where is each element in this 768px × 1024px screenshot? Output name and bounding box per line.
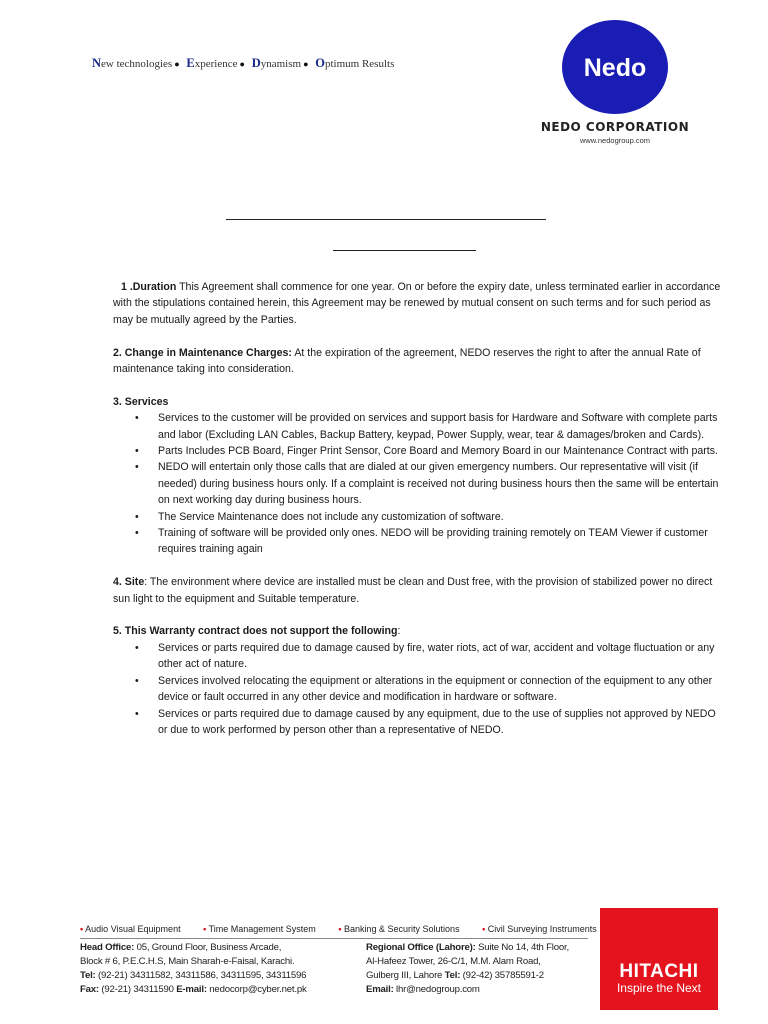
- list-item-text: NEDO will entertain only those calls that are dialed at our given emergency numbers. Our representative will visit (if needed) during business hours only. If a complaint is received not during business hours then the same will be entertain on next working day during business hours.: [158, 461, 719, 507]
- warranty-list: [113, 640, 725, 738]
- tagline-word: ynamism: [260, 58, 302, 70]
- tagline-word: ew technologies: [101, 58, 173, 70]
- address-label: Fax:: [80, 984, 99, 995]
- footer-divider: [80, 938, 588, 939]
- address-text: Gulberg III, Lahore: [366, 970, 445, 981]
- address-line: [366, 969, 569, 983]
- section-site: [113, 574, 725, 607]
- product-label: Audio Visual Equipment: [85, 924, 181, 934]
- bullet-icon: •: [135, 674, 139, 687]
- address-label: E-mail:: [176, 984, 207, 995]
- red-bullet-icon: •: [80, 924, 84, 934]
- tagline-dot: ●: [239, 59, 245, 69]
- tagline-word: xperience: [194, 58, 238, 70]
- red-bullet-icon: •: [482, 924, 486, 934]
- regional-office-address: [366, 941, 569, 997]
- product-label: Banking & Security Solutions: [344, 924, 460, 934]
- address-text: (92-21) 34311590: [98, 984, 177, 995]
- list-item-text: Training of software will be provided only ones. NEDO will be providing training remotely on TEAM Viewer if customer requires training again: [158, 527, 708, 556]
- section-title: 1 .Duration: [121, 281, 177, 293]
- corporation-name: NEDO CORPORATION: [540, 120, 690, 134]
- tagline-cap: O: [315, 56, 325, 70]
- address-line: [80, 983, 307, 997]
- tagline: [92, 56, 394, 71]
- tagline-dot: ●: [174, 59, 180, 69]
- address-label: Tel:: [444, 970, 461, 981]
- address-line: [366, 941, 569, 955]
- tagline-cap: N: [92, 56, 102, 70]
- nedo-logo-text: Nedo: [583, 53, 647, 82]
- subtitle-line: [333, 250, 476, 251]
- section-title: 2. Change in Maintenance Charges:: [113, 346, 292, 359]
- list-item: [113, 640, 725, 673]
- product-item: [482, 924, 597, 934]
- address-text: nedocorp@cyber.net.pk: [206, 984, 307, 995]
- section-duration: [113, 279, 725, 328]
- address-line: Al-Hafeez Tower, 26-C/1, M.M. Alam Road,: [366, 956, 541, 967]
- bullet-icon: •: [135, 707, 139, 720]
- hitachi-logo: [600, 908, 718, 1010]
- list-item: [113, 443, 725, 459]
- tagline-cap: E: [186, 56, 195, 70]
- bullet-icon: •: [135, 510, 139, 523]
- address-text: 05, Ground Floor, Business Arcade,: [134, 942, 282, 953]
- address-line: Block # 6, P.E.C.H.S, Main Sharah-e-Faisal, Karachi.: [80, 956, 295, 967]
- list-item: [113, 706, 725, 739]
- bullet-icon: •: [135, 527, 139, 540]
- red-bullet-icon: •: [338, 924, 342, 934]
- title-line: [226, 219, 546, 220]
- address-label: Email:: [366, 984, 394, 995]
- bullet-icon: •: [135, 641, 139, 654]
- product-item: [203, 924, 316, 934]
- address-line: [80, 969, 307, 983]
- list-item-text: The Service Maintenance does not include any customization of software.: [158, 510, 504, 523]
- footer-products: [80, 924, 617, 934]
- hitachi-name: HITACHI: [619, 961, 699, 982]
- product-label: Civil Surveying Instruments: [487, 924, 597, 934]
- list-item: [113, 410, 725, 443]
- tagline-dot: ●: [303, 59, 309, 69]
- address-label: Tel:: [80, 970, 96, 981]
- list-item-text: Services to the customer will be provided on services and support basis for Hardware and Software with complete parts and labor (Excluding LAN Cables, Backup Battery, keypad, Power Supply, wear, tear & damages/broken and Cards).: [158, 412, 718, 441]
- section-text: This Agreement shall commence for one year. On or before the expiry date, unless terminated earlier in accordance with the stipulations contained herein, this Agreement may be renewed by mutual consent on such terms and for such period as may be mutually agreed by the Parties.: [113, 281, 721, 326]
- agreement-body: [113, 279, 725, 755]
- address-label: Head Office:: [80, 942, 135, 953]
- nedo-logo: [562, 20, 668, 114]
- list-item: [113, 673, 725, 706]
- head-office-address: [80, 941, 307, 997]
- address-text: (92-21) 34311582, 34311586, 34311595, 34311596: [95, 970, 307, 981]
- list-item: [113, 459, 725, 508]
- section-colon: :: [397, 625, 401, 638]
- address-label: Regional Office (Lahore):: [366, 942, 476, 953]
- services-list: [113, 410, 725, 558]
- address-text: Suite No 14, 4th Floor,: [475, 942, 569, 953]
- list-item: [113, 509, 725, 525]
- list-item-text: Services or parts required due to damage caused by fire, water riots, act of war, accident and voltage fluctuation or any other act of nature.: [158, 641, 715, 671]
- section-text: : The environment where device are installed must be clean and Dust free, with the provision of stabilized power no direct sun light to the equipment and Suitable temperature.: [113, 576, 713, 605]
- section-text: At the expiration of the agreement, NEDO reserves the right to after the annual Rate of maintenance taking into consideration.: [113, 346, 701, 376]
- section-warranty-title: [113, 623, 725, 639]
- list-item: [113, 525, 725, 558]
- corporation-url: www.nedogroup.com: [579, 136, 651, 145]
- section-title: 3. Services: [113, 395, 169, 408]
- list-item-text: Parts Includes PCB Board, Finger Print Sensor, Core Board and Memory Board in our Maintenance Contract with parts.: [158, 445, 718, 458]
- bullet-icon: •: [135, 412, 139, 425]
- list-item-text: Services involved relocating the equipment or alterations in the equipment or connection of the equipment to any other device or fault occurred in any other device and modification in hardware or software.: [158, 674, 713, 704]
- address-text: (92-42) 35785591-2: [460, 970, 544, 981]
- section-title: 4. Site: [113, 576, 145, 589]
- red-bullet-icon: •: [203, 924, 207, 934]
- product-label: Time Management System: [208, 924, 316, 934]
- bullet-icon: •: [135, 445, 139, 458]
- product-item: [80, 924, 181, 934]
- section-title: 5. This Warranty contract does not support the following: [113, 625, 398, 638]
- section-charges: [113, 345, 725, 378]
- product-item: [338, 924, 459, 934]
- hitachi-slogan: Inspire the Next: [616, 981, 702, 995]
- section-services-title: [113, 394, 725, 410]
- bullet-icon: •: [135, 461, 139, 474]
- tagline-word: ptimum Results: [324, 58, 395, 70]
- list-item-text: Services or parts required due to damage caused by any equipment, due to the use of supplies not approved by NEDO or due to work performed by person other than a representative of NEDO.: [158, 707, 716, 736]
- tagline-cap: D: [251, 56, 261, 70]
- address-line: [80, 941, 307, 955]
- address-line: [366, 983, 569, 997]
- address-text: lhr@nedogroup.com: [393, 984, 480, 995]
